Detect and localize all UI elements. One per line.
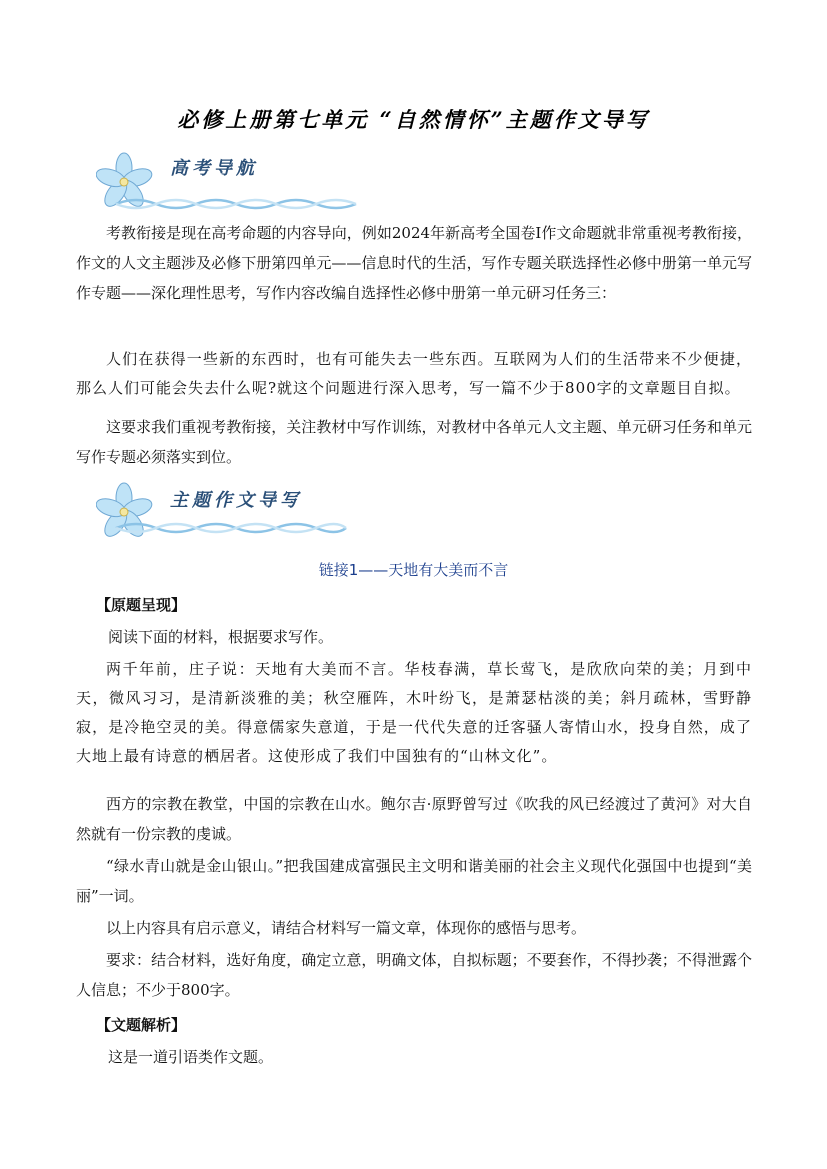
intro-paragraph: 考教衔接是现在高考命题的内容导向，例如2024年新高考全国卷Ⅰ作文命题就非常重视考教衔接，作文的人文主题涉及必修下册第四单元——信息时代的生活，写作专题关联选择性必修中册第一单元写作专题——深化理性思考，写作内容改编自选择性必修中册第一单元研习任务三： [76, 224, 752, 302]
writing-requirements: 要求：结合材料，选好角度，确定立意，明确文体，自拟标题；不要套作，不得抄袭；不得泄露个人信息；不少于800字。 [76, 951, 752, 999]
section-banner-writing [96, 482, 376, 550]
original-question-label: 【原题呈现】 [96, 596, 187, 614]
section-heading-writing: 主题作文导写 [170, 490, 302, 511]
writing-prompt: 以上内容具有启示意义，请结合材料写一篇文章，体现你的感悟与思考。 [106, 919, 587, 937]
link-title: 链接1——天地有大美而不言 [318, 561, 509, 579]
document-title: 必修上册第七单元 “自然情怀”主题作文导写 [177, 107, 650, 132]
section-heading-guide: 高考导航 [170, 158, 258, 179]
analysis-text: 这是一道引语类作文题。 [108, 1048, 274, 1066]
reading-instruction: 阅读下面的材料，根据要求写作。 [108, 628, 334, 646]
material-paragraph-2: 西方的宗教在教堂，中国的宗教在山水。鲍尔吉·原野曾写过《吹我的风已经渡过了黄河》对大自然就有一份宗教的虔诚。 [76, 795, 752, 843]
section-banner-guide [96, 152, 376, 220]
material-paragraph-1: 两千年前，庄子说：天地有大美而不言。华枝春满，草长莺飞，是欣欣向荣的美；月到中天，微风习习，是清新淡雅的美；秋空雁阵，木叶纷飞，是萧瑟枯淡的美；斜月疏林，雪野静寂，是冷艳空灵的美。得意儒家失意道，于是一代代失意的迁客骚人寄情山水，投身自然，成了大地上最有诗意的栖居者。这使形成了我们中国独有的“山林文化”。 [76, 660, 752, 765]
requirement-paragraph: 这要求我们重视考教衔接，关注教材中写作训练，对教材中各单元人文主题、单元研习任务和单元写作专题必须落实到位。 [76, 418, 752, 466]
material-paragraph-3: “绿水青山就是金山银山。”把我国建成富强民主文明和谐美丽的社会主义现代化强国中也提到“美丽”一词。 [76, 857, 752, 905]
analysis-label: 【文题解析】 [96, 1016, 187, 1034]
task-paragraph: 人们在获得一些新的东西时，也有可能失去一些东西。互联网为人们的生活带来不少便捷，那么人们可能会失去什么呢?就这个问题进行深入思考，写一篇不少于800字的文章题目自拟。 [76, 350, 752, 397]
